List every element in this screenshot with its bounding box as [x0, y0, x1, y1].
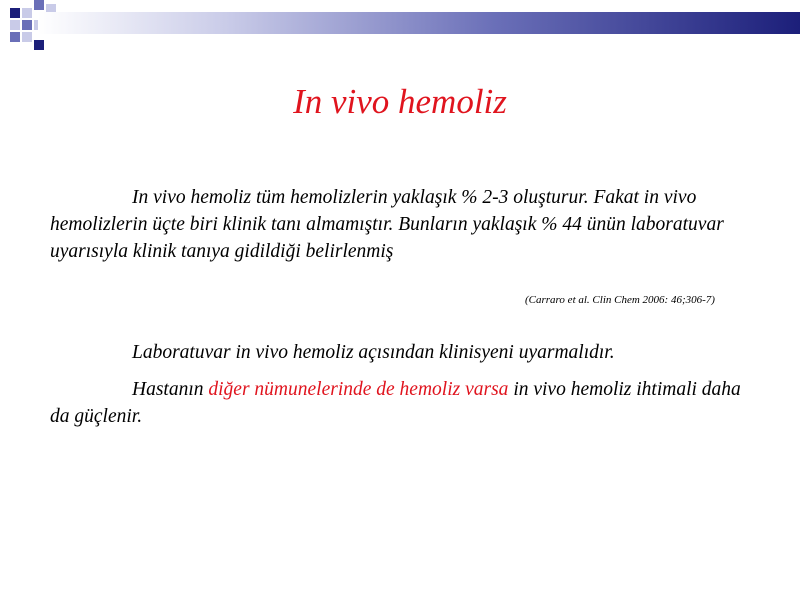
decor-square-icon — [34, 0, 44, 10]
decor-square-icon — [22, 32, 32, 42]
paragraph-other-samples-end: in vivo hemoliz ihtimali daha da güçlenir. — [50, 379, 741, 427]
paragraph-statistics: In vivo hemoliz tüm hemolizlerin yaklaşık % 2-3 oluşturur. Fakat in vivo hemolizlerin üçte biri klinik tanı almamıştır. Bunların yaklaşık % 44 ünün laboratuvar uyarısıyla klinik tanıya gidildiği belirlenmiş — [50, 187, 724, 262]
paragraph-lab-warning: Laboratuvar in vivo hemoliz açısından klinisyeni uyarmalıdır. — [132, 342, 615, 363]
decor-square-icon — [10, 20, 20, 30]
decor-square-icon — [34, 40, 44, 50]
decor-square-icon — [10, 8, 20, 18]
highlighted-phrase: diğer nümunelerinde de hemoliz varsa — [208, 379, 509, 400]
paragraph-other-samples — [50, 376, 760, 430]
citation: (Carraro et al. Clin Chem 2006: 46;306-7) — [525, 294, 715, 306]
slide-title: In vivo hemoliz — [293, 82, 507, 121]
paragraph-other-samples-start: Hastanın — [132, 379, 209, 400]
decor-square-icon — [22, 20, 32, 30]
decor-square-icon — [10, 32, 20, 42]
decor-square-icon — [22, 8, 32, 18]
header-gradient-band — [38, 12, 800, 34]
